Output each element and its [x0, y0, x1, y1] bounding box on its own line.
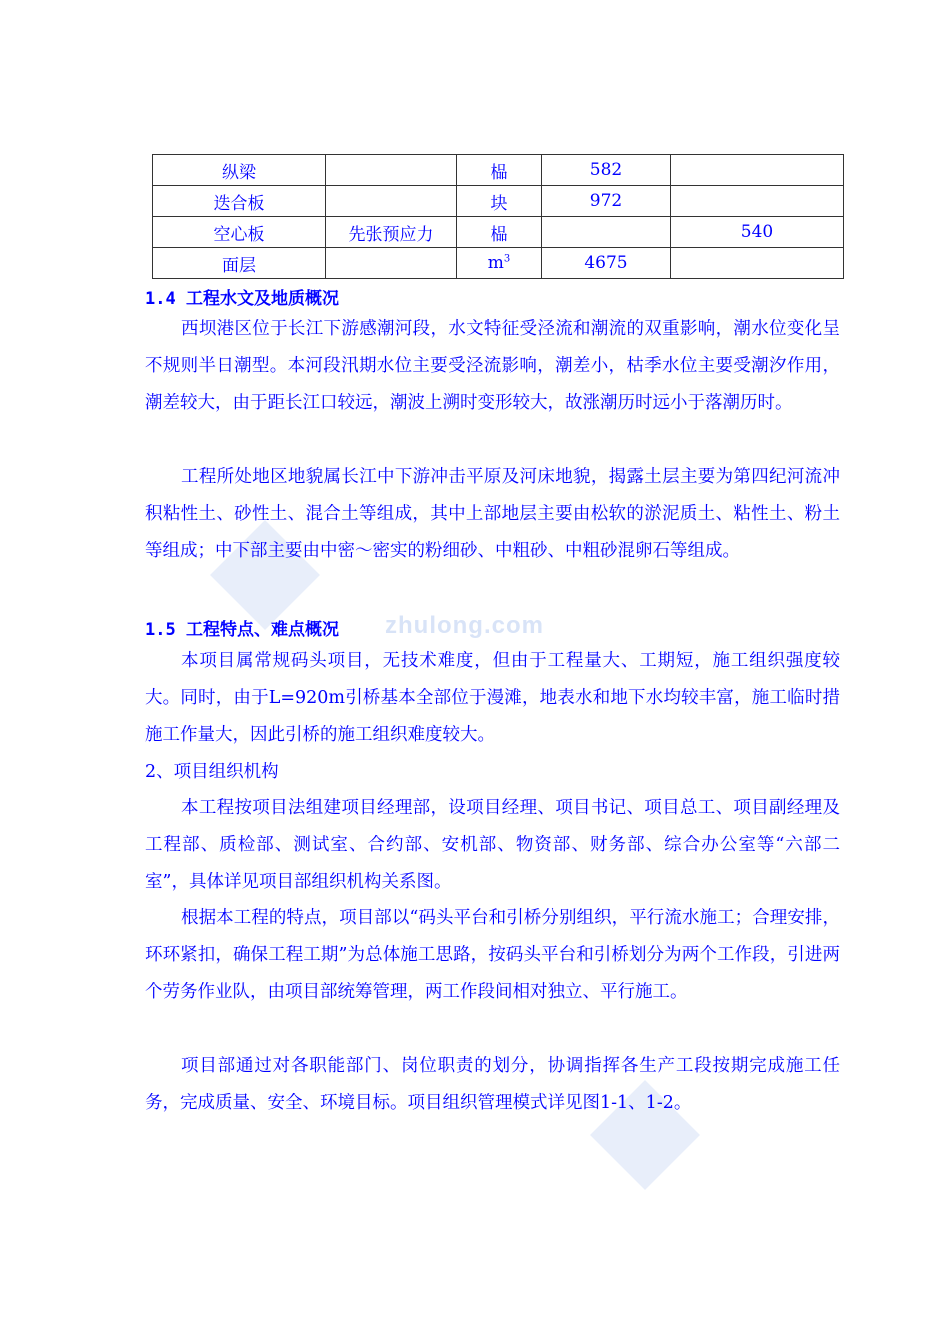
section-heading: 1.5 工程特点、难点概况 [145, 620, 339, 640]
table-cell: 榀 [457, 155, 542, 186]
table-cell: 582 [542, 155, 671, 186]
table-cell [542, 217, 671, 248]
paragraph: 本工程按项目法组建项目经理部，设项目经理、项目书记、项目总工、项目副经理及工程部、质检部、测试室、合约部、安机部、物资部、财务部、综合办公室等“六部二室”，具体详见项目部组织机构关系图。 [145, 798, 840, 892]
table-row [153, 248, 844, 279]
paragraph: 工程所处地区地貌属长江中下游冲击平原及河床地貌，揭露土层主要为第四纪河流冲积粘性土、砂性土、混合土等组成，其中上部地层主要由松软的淤泥质土、粘性土、粉土等组成；中下部主要由中密～密实的粉细砂、中粗砂、中粗砂混卵石等组成。 [145, 467, 840, 561]
table-cell [326, 186, 457, 217]
table-cell [671, 155, 844, 186]
table-cell: 972 [542, 186, 671, 217]
watermark-text: zhulong.com [385, 612, 544, 639]
table-cell: 榀 [457, 217, 542, 248]
section-heading: 2、项目组织机构 [145, 762, 279, 782]
table-cell [457, 248, 542, 279]
paragraph: 根据本工程的特点，项目部以“码头平台和引桥分别组织，平行流水施工；合理安排，环环紧扣，确保工程工期”为总体施工思路，按码头平台和引桥划分为两个工作段，引进两个劳务作业队，由项目部统筹管理，两工作段间相对独立、平行施工。 [145, 908, 840, 1002]
table-cell [326, 248, 457, 279]
table-cell: 迭合板 [153, 186, 326, 217]
table-cell: 4675 [542, 248, 671, 279]
table-cell [671, 248, 844, 279]
table-row [153, 217, 844, 248]
unit-text: m [487, 253, 504, 273]
table-cell: 空心板 [153, 217, 326, 248]
table-row [153, 155, 844, 186]
paragraph: 本项目属常规码头项目，无技术难度，但由于工程量大、工期短，施工组织强度较大。同时，由于L=920m引桥基本全部位于漫滩，地表水和地下水均较丰富，施工临时措施工作量大，因此引桥的施工组织难度较大。 [145, 651, 840, 745]
paragraph: 西坝港区位于长江下游感潮河段，水文特征受泾流和潮流的双重影响，潮水位变化呈不规则半日潮型。本河段汛期水位主要受泾流影响，潮差小，枯季水位主要受潮汐作用，潮差较大，由于距长江口较远，潮波上溯时变形较大，故涨潮历时远小于落潮历时。 [145, 319, 840, 413]
table-cell [671, 186, 844, 217]
table-cell: 块 [457, 186, 542, 217]
table-row [153, 186, 844, 217]
table-cell: 540 [671, 217, 844, 248]
paragraph: 项目部通过对各职能部门、岗位职责的划分，协调指挥各生产工段按期完成施工任务，完成质量、安全、环境目标。项目组织管理模式详见图1-1、1-2。 [145, 1056, 840, 1113]
quantity-table [152, 154, 844, 279]
unit-superscript: 3 [503, 253, 511, 265]
table-cell: 先张预应力 [326, 217, 457, 248]
section-heading: 1.4 工程水文及地质概况 [145, 289, 339, 309]
table-cell: 面层 [153, 248, 326, 279]
table-cell [326, 155, 457, 186]
table-cell: 纵梁 [153, 155, 326, 186]
